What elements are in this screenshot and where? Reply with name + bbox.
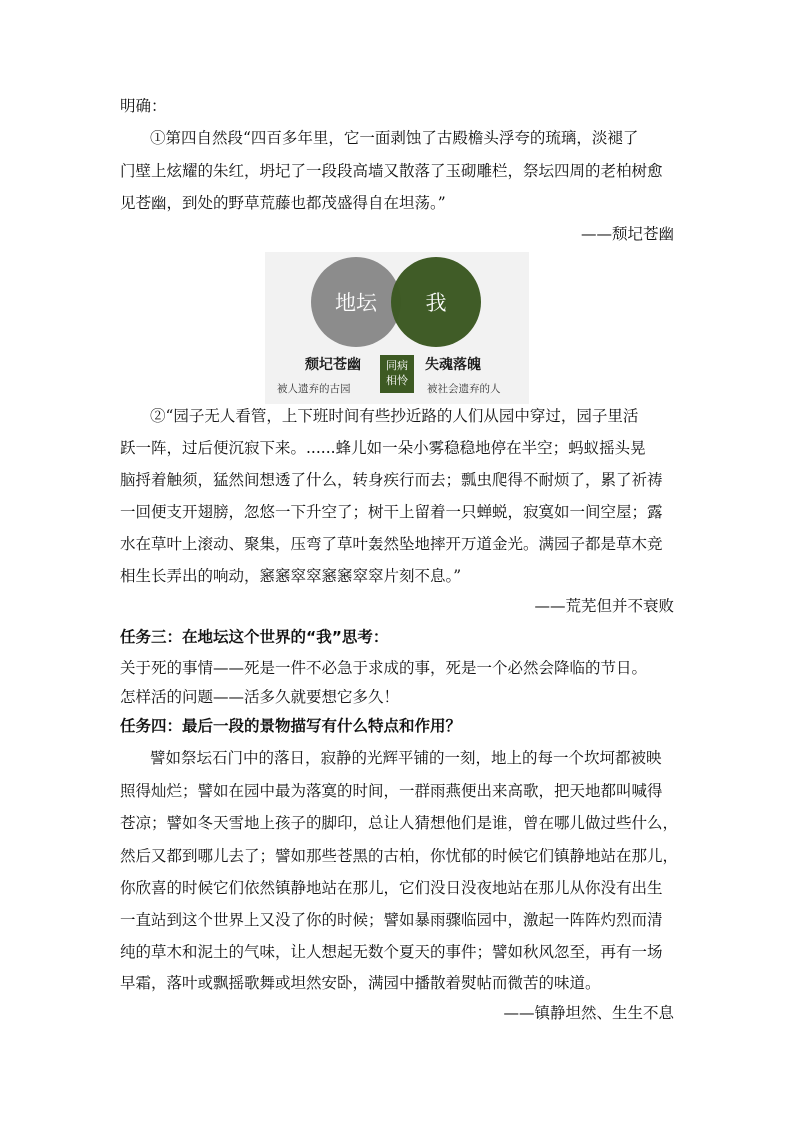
para2-line5: 水在草叶上滚动、聚集，压弯了草叶轰然坠地摔开万道金光。满园子都是草木竞	[120, 535, 663, 553]
caption-3: ——镇静坦然、生生不息	[503, 1004, 674, 1022]
task4-title: 任务四：最后一段的景物描写有什么特点和作用？	[120, 717, 462, 735]
para2-line2: 跃一阵，过后便沉寂下来。......蜂儿如一朵小雾稳稳地停在半空；蚂蚁摇头晃	[120, 439, 646, 457]
para3-line2: 照得灿烂；譬如在园中最为落寞的时间，一群雨燕便出来高歌，把天地都叫喊得	[120, 782, 663, 800]
heading-mingque: 明确：	[120, 97, 167, 115]
circle-wo: 我	[391, 257, 481, 347]
badge-line1: 同病	[386, 359, 408, 372]
diagram-left-sub: 被人遗弃的古园	[277, 383, 351, 395]
para3-line5: 你欣喜的时候它们依然镇静地站在那儿，它们没日没夜地站在那儿从你没有出生	[120, 879, 663, 897]
para2-line1: ②“园子无人看管，上下班时间有些抄近路的人们从园中穿过，园子里活	[150, 407, 639, 425]
para1-line1: ①第四自然段“四百多年里，它一面剥蚀了古殿檐头浮夸的琉璃，淡褪了	[150, 129, 639, 147]
caption-1: ——颓圮苍幽	[580, 225, 674, 243]
caption-2: ——荒芜但并不衰败	[534, 597, 674, 615]
task3-line2: 怎样活的问题——活多久就要想它多久！	[120, 688, 400, 706]
diagram-right-sub: 被社会遗弃的人	[427, 383, 501, 395]
task3-title: 任务三：在地坛这个世界的“我”思考：	[120, 628, 389, 646]
diagram-left-label: 颓圮苍幽	[305, 357, 361, 373]
diagram-right-label: 失魂落魄	[425, 357, 481, 373]
diagram-badge	[380, 355, 414, 393]
para3-line3: 苍凉；譬如冬天雪地上孩子的脚印，总让人猜想他们是谁，曾在哪儿做过些什么，	[120, 814, 679, 832]
para2-line4: 一回便支开翅膀，忽悠一下升空了；树干上留着一只蝉蜕，寂寞如一间空屋；露	[120, 503, 663, 521]
circle-ditan: 地坛	[311, 257, 401, 347]
para2-line3: 脑捋着触须，猛然间想透了什么，转身疾行而去；瓢虫爬得不耐烦了，累了祈祷	[120, 471, 663, 489]
para1-line2: 门壁上炫耀的朱红，坍圮了一段段高墙又散落了玉砌雕栏，祭坛四周的老柏树愈	[120, 162, 663, 180]
para3-line6: 一直站到这个世界上又没了你的时候；譬如暴雨骤临园中，激起一阵阵灼烈而清	[120, 911, 663, 929]
para2-line6: 相生长弄出的响动，窸窸窣窣窸窸窣窣片刻不息。”	[120, 567, 462, 585]
para3-line1: 譬如祭坛石门中的落日，寂静的光辉平铺的一刻，地上的每一个坎坷都被映	[150, 749, 662, 767]
task3-line1: 关于死的事情——死是一件不必急于求成的事，死是一个必然会降临的节日。	[120, 659, 648, 677]
para1-line3: 见苍幽，到处的野草荒藤也都茂盛得自在坦荡。”	[120, 194, 446, 212]
para3-line8: 早霜，落叶或飘摇歌舞或坦然安卧，满园中播散着熨帖而微苦的味道。	[120, 974, 601, 992]
para3-line7: 纯的草木和泥土的气味，让人想起无数个夏天的事件；譬如秋风忽至，再有一场	[120, 943, 663, 961]
venn-diagram	[265, 252, 529, 404]
para3-line4: 然后又都到哪儿去了；譬如那些苍黑的古柏，你忧郁的时候它们镇静地站在那儿，	[120, 847, 679, 865]
badge-line2: 相怜	[386, 374, 408, 387]
